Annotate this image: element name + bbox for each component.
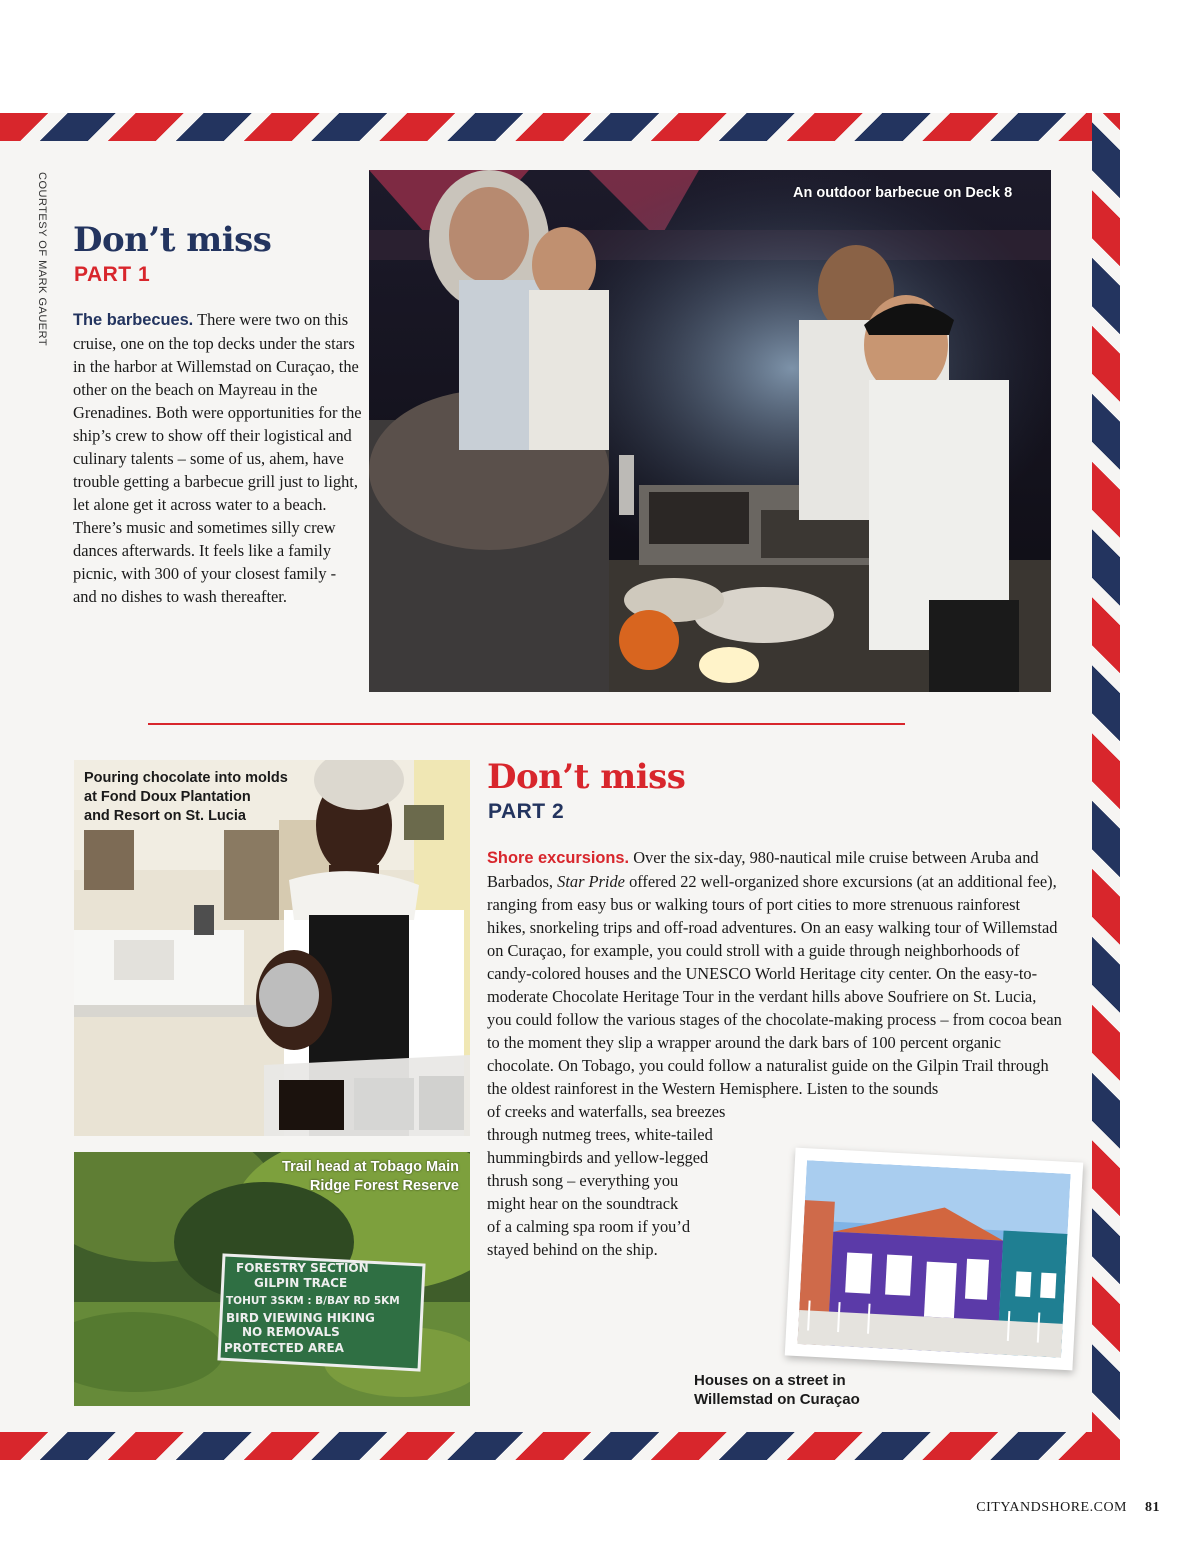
airmail-border-bottom (0, 1432, 1120, 1460)
section1-body (73, 308, 363, 608)
section1-part: PART 1 (74, 263, 151, 286)
trail-caption-line: Ridge Forest Reserve (309, 1178, 459, 1194)
ship-name: Star Pride (557, 872, 625, 891)
houses-caption-line: Houses on a street in (694, 1372, 846, 1389)
section2-line: thrush song – everything you (487, 1171, 679, 1190)
section1-heading: Don’t miss (73, 220, 272, 260)
page-footer (976, 1500, 1160, 1516)
houses-caption-line: Willemstad on Curaçao (694, 1391, 860, 1408)
sign-line: NO REMOVALS (242, 1325, 340, 1339)
section1-lead: The barbecues. (73, 311, 194, 329)
houses-photo (785, 1148, 1083, 1371)
sign-line: GILPIN TRACE (254, 1276, 348, 1290)
section2-line: stayed behind on the ship. (487, 1240, 658, 1259)
sign-line: BIRD VIEWING HIKING (226, 1311, 375, 1325)
page-number: 81 (1145, 1500, 1160, 1515)
airmail-border-right (1092, 113, 1120, 1460)
chocolate-caption-line: and Resort on St. Lucia (84, 808, 246, 824)
sign-line: TOHUT 3SKM : B/BAY RD 5KM (226, 1295, 400, 1307)
chocolate-caption-line: at Fond Doux Plantation (84, 789, 251, 805)
chocolate-caption-line: Pouring chocolate into molds (84, 770, 288, 786)
section2-line: through nutmeg trees, white-tailed (487, 1125, 713, 1144)
barbecue-photo (369, 170, 1051, 692)
chocolate-caption (84, 769, 288, 826)
sign-line: FORESTRY SECTION (236, 1261, 369, 1275)
site-name: CITYANDSHORE.COM (976, 1500, 1127, 1515)
section2-line: hummingbirds and yellow-legged (487, 1148, 709, 1167)
section2-part: PART 2 (488, 800, 565, 823)
section2-line: of a calming spa room if you’d (487, 1217, 691, 1236)
section2-text-b: offered 22 well-organized shore excursions (at an additional fee), ranging from easy bus or walking tours of port cities to more strenuous rainforest hikes, snorkeling trips and off-road adventures. On an easy walking tour of Willemstad on Curaçao, for example, you could stroll with a guide through neighborhoods of candy-colored houses and the UNESCO World Heritage city center. On the easy-to-moderate Chocolate Heritage Tour in the verdant hills above Soufriere on St. Lucia, you could follow the various stages of the chocolate-making process – from cocoa bean to the moment they slip a wrapper around the dark bars of 100 percent organic chocolate. On Tobago, you could follow a naturalist guide on the Gilpin Trail through the oldest rainforest in the Western Hemisphere. Listen to the sounds (487, 872, 1062, 1098)
section2-line: of creeks and waterfalls, sea breezes (487, 1102, 726, 1121)
trail-caption (200, 1158, 459, 1196)
section1-text: There were two on this cruise, one on the top decks under the stars in the harbor at Willemstad on Curaçao, the other on the beach on Mayreau in the Grenadines. Both were opportunities for the ship’s crew to show off their logistical and culinary talents – some of us, ahem, have trouble getting a barbecue grill just to light, let alone get it across water to a beach. There’s music and sometimes silly crew dances afterwards. It feels like a family picnic, with 300 of your closest family - and no dishes to wash thereafter. (73, 310, 362, 606)
section2-line: might hear on the soundtrack (487, 1194, 679, 1213)
houses-caption (694, 1371, 860, 1409)
barbecue-caption: An outdoor barbecue on Deck 8 (793, 185, 1013, 201)
section2-lead: Shore excursions. (487, 849, 630, 867)
section2-heading: Don’t miss (487, 757, 686, 797)
trail-caption-line: Trail head at Tobago Main (282, 1159, 459, 1175)
section2-text-a: Over the six-day, 980-nautical mile cruise between Aruba and Barbados, (487, 848, 1039, 891)
airmail-border-top (0, 113, 1120, 141)
photo-credit: COURTESY OF MARK GAUERT (36, 172, 48, 347)
sign-line: PROTECTED AREA (224, 1341, 344, 1355)
section-divider (148, 723, 905, 725)
